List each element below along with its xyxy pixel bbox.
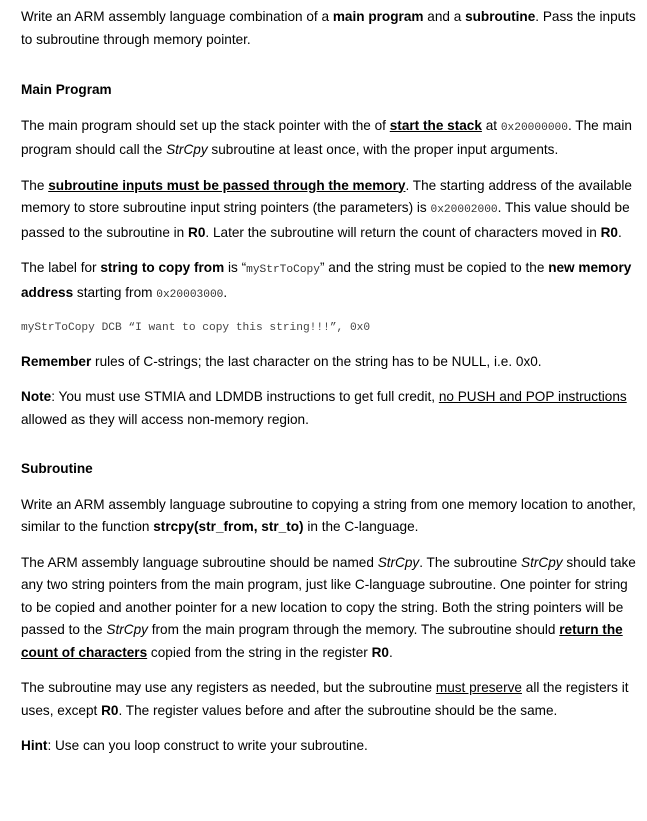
underlined-text: subroutine inputs must be passed through the memory xyxy=(48,177,406,193)
text: in the C-language. xyxy=(303,519,419,534)
text: starting from xyxy=(73,284,157,300)
code-text: myStrToCopy xyxy=(246,264,320,276)
text: at xyxy=(481,117,501,133)
italic-text: StrCpy xyxy=(377,554,420,570)
text: . xyxy=(388,644,393,660)
bold-text: R0 xyxy=(101,702,119,718)
text: . xyxy=(617,224,622,240)
code-line: myStrToCopy DCB “I want to copy this string!!!”, 0x0 xyxy=(21,322,371,334)
text: . The starting address of the available memory to store subroutine input string pointers (the parameters) is xyxy=(21,177,632,215)
subroutine-paragraph-1 xyxy=(21,494,639,539)
text: The xyxy=(21,177,49,193)
text: and a xyxy=(423,9,466,24)
text: The subroutine may use any registers as needed, but the subroutine xyxy=(21,680,436,695)
text: . The subroutine xyxy=(419,554,522,570)
underlined-text: return the count of characters xyxy=(21,622,623,660)
bold-text: string to copy from xyxy=(100,260,225,275)
text: is “ xyxy=(224,260,247,275)
text: Write an ARM assembly language combination of a xyxy=(21,9,333,24)
text: all the registers it uses, except xyxy=(21,680,629,718)
text: copied from the string in the register xyxy=(147,644,372,660)
italic-text: StrCpy xyxy=(521,554,563,570)
underlined-text: no PUSH and POP instructions xyxy=(438,389,627,404)
intro-paragraph xyxy=(21,6,639,51)
bold-text: new memory address xyxy=(21,260,632,300)
bold-text: Note xyxy=(21,389,52,404)
text: The label for xyxy=(21,260,101,275)
text: . This value should be passed to the subroutine in xyxy=(21,200,630,240)
text: . The main program should call the xyxy=(21,117,632,157)
text: Write an ARM assembly language subroutine to copying a string from one memory location to another, similar to the function xyxy=(21,496,636,534)
hint-paragraph xyxy=(21,735,639,758)
text: from the main program through the memory. The subroutine should xyxy=(147,622,560,637)
text: subroutine at least once, with the proper input arguments. xyxy=(207,142,559,157)
remember-paragraph xyxy=(21,351,639,374)
bold-text: subroutine xyxy=(465,9,536,24)
main-program-heading: Main Program xyxy=(21,82,112,97)
main-program-paragraph-3 xyxy=(21,257,639,306)
italic-text: StrCpy xyxy=(166,142,208,157)
subroutine-paragraph-3 xyxy=(21,677,639,722)
underlined-text: must preserve xyxy=(435,680,522,695)
bold-text: main program xyxy=(332,9,424,24)
bold-text: strcpy(str_from, str_to) xyxy=(153,519,304,534)
text: . xyxy=(223,284,228,300)
text: . Later the subroutine will return the count of characters moved in xyxy=(205,224,601,240)
subroutine-paragraph-2 xyxy=(21,552,639,665)
subroutine-heading: Subroutine xyxy=(21,461,93,476)
bold-text: R0 xyxy=(371,644,389,660)
main-program-paragraph-1 xyxy=(21,115,639,162)
bold-text: R0 xyxy=(600,224,618,240)
bold-text: Hint xyxy=(21,738,48,753)
text: . Pass the inputs to subroutine through memory pointer. xyxy=(21,9,636,47)
italic-text: StrCpy xyxy=(106,622,148,637)
text: rules of C-strings; the last character on the string has to be NULL, i.e. 0x0. xyxy=(91,353,542,369)
code-text: 0x20003000 xyxy=(156,288,224,301)
code-text: 0x20000000 xyxy=(500,121,568,134)
text: ” and the string must be copied to the xyxy=(319,260,549,275)
text: : You must use STMIA and LDMDB instructions to get full credit, xyxy=(51,389,439,404)
code-text: 0x20002000 xyxy=(430,204,498,216)
main-program-paragraph-2 xyxy=(21,175,639,245)
text: The ARM assembly language subroutine should be named xyxy=(21,554,378,570)
text: allowed as they will access non-memory region. xyxy=(21,411,309,427)
bold-text: R0 xyxy=(188,224,206,240)
bold-text: Remember xyxy=(21,353,92,369)
text: : Use can you loop construct to write your subroutine. xyxy=(47,738,368,753)
text: The main program should set up the stack pointer with the of xyxy=(21,117,390,133)
text: should take any two string pointers from the main program, just like C-language subroutine. One pointer for string to be copied and another pointer for a new location to copy the string. Both the string pointers will be passed to the xyxy=(21,554,636,637)
note-paragraph xyxy=(21,386,639,431)
underlined-text: start the stack xyxy=(389,117,482,133)
text: . The register values before and after the subroutine should be the same. xyxy=(118,702,558,718)
